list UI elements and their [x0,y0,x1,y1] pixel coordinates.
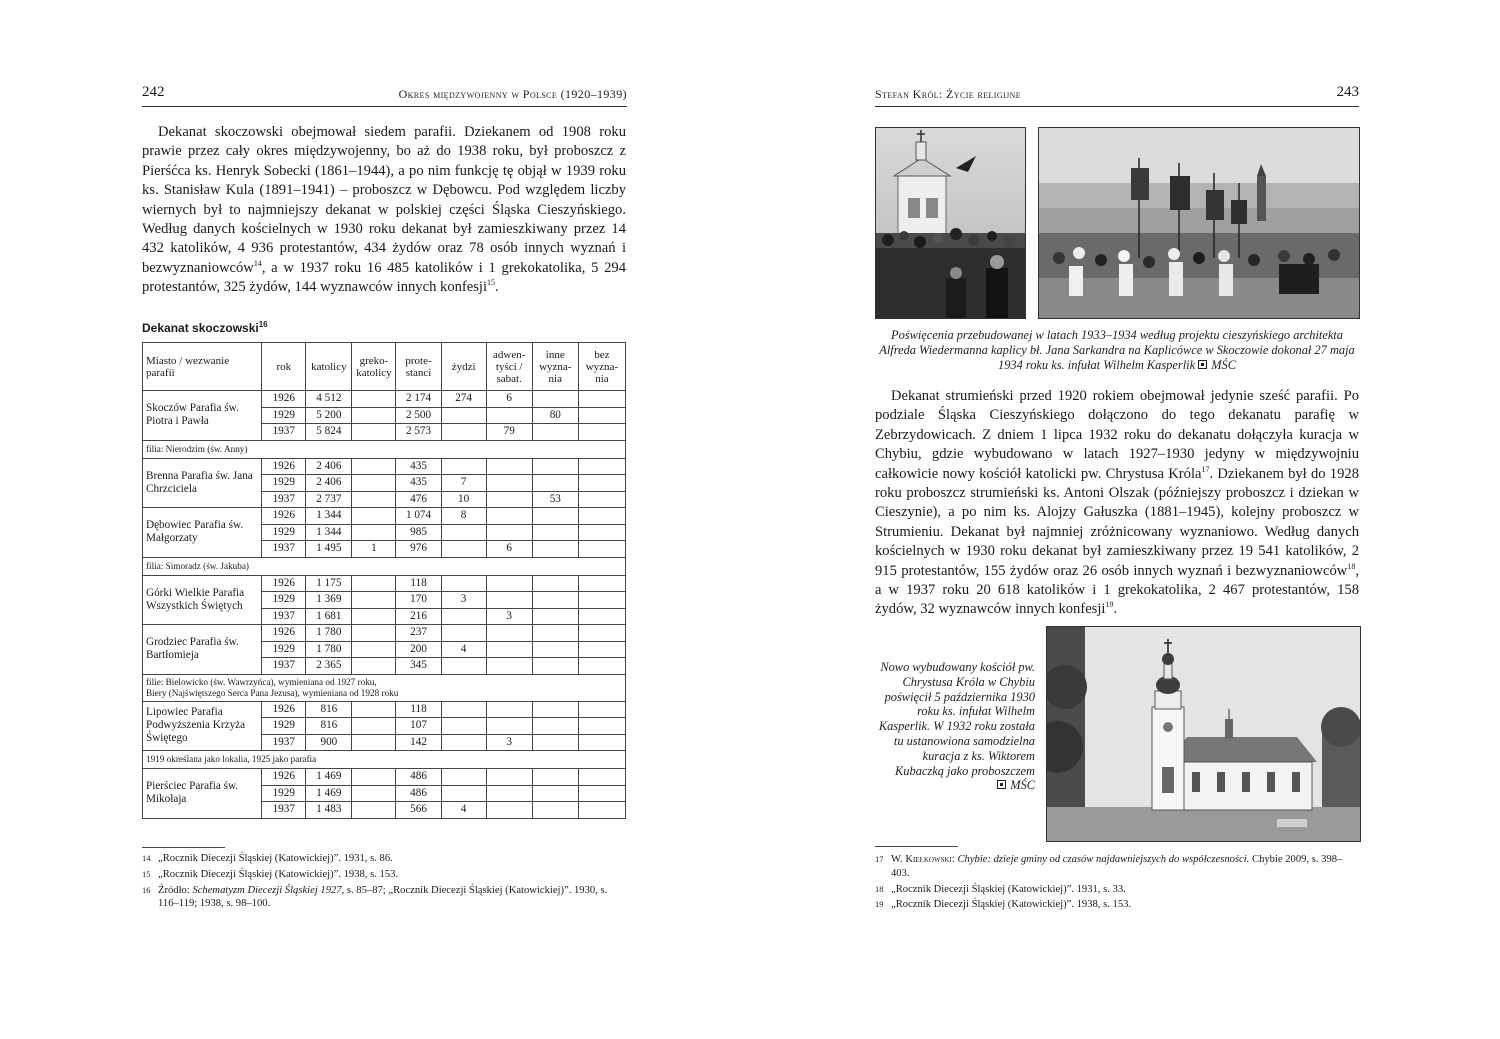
catholics-cell: 4 512 [306,391,352,408]
year-cell: 1926 [262,458,306,475]
no-faith-cell [578,718,625,735]
protestants-cell: 435 [396,475,441,492]
table-row [143,391,626,408]
catholics-cell: 1 495 [306,541,352,558]
catholics-cell: 816 [306,718,352,735]
catholics-cell: 1 469 [306,785,352,802]
no-faith-cell [578,625,625,642]
parish-name-cell: Skoczów Parafia św. Piotra i Pawła [143,391,262,441]
protestants-cell: 2 573 [396,424,441,441]
adventists-cell [486,575,532,592]
jews-cell [441,524,486,541]
protestants-cell: 237 [396,625,441,642]
year-cell: 1929 [262,641,306,658]
other-faiths-cell [532,541,578,558]
other-faiths-cell [532,785,578,802]
footnotes [875,853,1359,914]
protestants-cell: 345 [396,658,441,675]
protestants-cell: 985 [396,524,441,541]
adventists-cell [486,508,532,525]
greek-catholics-cell [352,424,396,441]
footnote-author: W. Kiełkowski: [891,854,955,865]
paragraph-text: . Dziekanem był do 1928 roku proboszcz strumieński ks. Antoni Olszak (późniejszy proboszcz i dziekan w Cieszynie), a po nim ks. Alojzy Gałuszka (1881–1945), kolejny proboszcz w Strumieniu. Dekanat był najmniej zróżnicowany wyznaniowo. Według danych kościelnych w 1930 roku dekanat był zamieszkiwany przez 19 541 katolików, 2 915 protestantów, 155 żydów oraz 26 osób innych wyznań i bezwyznaniowców [875,465,1359,579]
footnote-text: „Rocznik Diecezji Śląskiej (Katowickiej)”. 1938, s. 153. [158,868,399,880]
no-faith-cell [578,701,625,718]
footnote-text: Źródło: [158,884,193,896]
catholics-cell: 1 780 [306,625,352,642]
greek-catholics-cell [352,508,396,525]
column-header-no-faith: bez wyzna-nia [578,343,625,391]
year-cell: 1937 [262,608,306,625]
footnote [875,883,1359,897]
table-note-row [143,557,626,575]
column-header-greek-catholics: greko-katolicy [352,343,396,391]
year-cell: 1926 [262,391,306,408]
jews-cell: 4 [441,802,486,819]
chapel-consecration-photo [875,127,1026,319]
photo-credit: MŚC [1211,357,1236,372]
other-faiths-cell [532,734,578,751]
protestants-cell: 170 [396,592,441,609]
no-faith-cell [578,608,625,625]
column-header-place: Miasto / wezwanie parafii [143,343,262,391]
body-paragraph [875,387,1359,620]
other-faiths-cell [532,608,578,625]
column-header-adventists: adwen-tyści / sabat. [486,343,532,391]
year-cell: 1937 [262,734,306,751]
table-row [143,701,626,718]
greek-catholics-cell [352,701,396,718]
running-head: Stefan Król: Życie religijne [875,87,1022,101]
other-faiths-cell [532,658,578,675]
body-paragraph [142,123,626,298]
year-cell: 1929 [262,407,306,424]
catholics-cell: 1 469 [306,769,352,786]
column-header-other-faiths: inne wyzna-nia [532,343,578,391]
adventists-cell [486,475,532,492]
protestants-cell: 476 [396,491,441,508]
no-faith-cell [578,407,625,424]
year-cell: 1929 [262,785,306,802]
paragraph-text: . [495,279,499,296]
footnote [875,898,1359,912]
no-faith-cell [578,785,625,802]
footnote-text: Chybie 2009, s. 398–403. [891,854,1343,879]
year-cell: 1929 [262,475,306,492]
jews-cell: 274 [441,391,486,408]
footnote-ref[interactable]: 16 [258,320,268,329]
adventists-cell [486,407,532,424]
no-faith-cell [578,424,625,441]
protestants-cell: 566 [396,802,441,819]
jews-cell: 4 [441,641,486,658]
catholics-cell: 1 681 [306,608,352,625]
photo-caption [875,660,1035,793]
photo-credit: MŚC [1010,778,1035,793]
catholics-cell: 2 365 [306,658,352,675]
footnote-number: 16 [142,884,151,895]
footnote [142,852,627,866]
footnote-ref[interactable]: 14 [253,258,262,268]
adventists-cell [486,802,532,819]
footnote-text: „Rocznik Diecezji Śląskiej (Katowickiej)”. 1938, s. 153. [891,899,1132,911]
footnotes [142,852,627,913]
jews-cell [441,458,486,475]
adventists-cell [486,658,532,675]
church-chybie-image [1047,627,1360,841]
protestants-cell: 435 [396,458,441,475]
year-cell: 1926 [262,625,306,642]
paragraph-text: Dekanat strumieński przed 1920 rokiem obejmował jedynie sześć parafii. Po podziale Śląska Cieszyńskiego dołączono do tego dekanatu parafię w Zebrzydowicach. Z dniem 1 lipca 1932 roku do dekanatu dołączyła kuracja w Chybiu, gdzie wybudowano w latach 1927–1930 jedyny w międzywojniu całkowicie nowy kościół katolicki pw. Chrystusa Króla [875,388,1359,482]
table-body [143,391,626,819]
footnote-ref[interactable]: 17 [1201,464,1210,474]
greek-catholics-cell [352,769,396,786]
filia-note-line: Biery (Najświętszego Serca Pana Jezusa), wymieniana od 1928 roku [146,687,399,698]
filia-note: filia: Simoradz (św. Jakuba) [143,557,626,575]
filia-note: 1919 określana jako lokalia, 1925 jako parafia [143,751,626,769]
protestants-cell: 107 [396,718,441,735]
greek-catholics-cell [352,625,396,642]
footnote-number: 17 [875,854,884,864]
footnote-text: „Rocznik Diecezji Śląskiej (Katowickiej)”. 1931, s. 86. [158,853,393,864]
year-cell: 1937 [262,491,306,508]
jews-cell [441,785,486,802]
no-faith-cell [578,769,625,786]
jews-cell [441,608,486,625]
other-faiths-cell [532,424,578,441]
catholics-cell: 2 406 [306,458,352,475]
year-cell: 1929 [262,592,306,609]
footnote-text: , s. 85–87; „Rocznik Diecezji Śląskiej (Katowickiej)”. 1930, s. 116–119; 1938, s. 98–100. [158,884,608,910]
table-row [143,625,626,642]
greek-catholics-cell [352,524,396,541]
paragraph-text: , a w 1937 roku 20 618 katolików i 1 grekokatolika, 2 467 protestantów, 158 żydów, 32 wyznawców innych konfesji [875,562,1359,618]
jews-cell [441,541,486,558]
greek-catholics-cell: 1 [352,541,396,558]
column-header-protestants: prote-stanci [396,343,441,391]
no-faith-cell [578,734,625,751]
protestants-cell: 1 074 [396,508,441,525]
other-faiths-cell [532,625,578,642]
page-header [875,84,1359,107]
adventists-cell [486,701,532,718]
footnote-text: „Rocznik Diecezji Śląskiej (Katowickiej)”. 1931, s. 33. [891,883,1126,895]
adventists-cell [486,458,532,475]
adventists-cell: 6 [486,541,532,558]
column-header-jews: żydzi [441,343,486,391]
paragraph-text: . [1113,601,1118,618]
adventists-cell: 6 [486,391,532,408]
catholics-cell: 1 175 [306,575,352,592]
adventists-cell [486,625,532,642]
adventists-cell [486,769,532,786]
adventists-cell [486,491,532,508]
no-faith-cell [578,458,625,475]
footnote-number: 18 [875,883,884,894]
no-faith-cell [578,592,625,609]
page-number: 243 [1336,84,1359,100]
protestants-cell: 486 [396,769,441,786]
photo-caption [875,328,1359,372]
no-faith-cell [578,641,625,658]
footnote-divider [875,846,958,847]
table-row [143,575,626,592]
no-faith-cell [578,491,625,508]
protestants-cell: 142 [396,734,441,751]
greek-catholics-cell [352,658,396,675]
church-chybie-photo [1046,626,1361,842]
jews-cell [441,769,486,786]
other-faiths-cell [532,592,578,609]
protestants-cell: 118 [396,701,441,718]
jews-cell: 7 [441,475,486,492]
catholics-cell: 2 406 [306,475,352,492]
filia-note: filia: Nierodzim (św. Anny) [143,440,626,458]
protestants-cell: 486 [396,785,441,802]
catholics-cell: 816 [306,701,352,718]
table-note-row [143,751,626,769]
jews-cell [441,625,486,642]
table-note-row [143,674,626,701]
table-title-text: Dekanat skoczowski [142,321,259,335]
greek-catholics-cell [352,491,396,508]
year-cell: 1937 [262,658,306,675]
catholics-cell: 1 344 [306,508,352,525]
year-cell: 1937 [262,802,306,819]
protestants-cell: 118 [396,575,441,592]
footnote [875,853,1359,881]
other-faiths-cell [532,508,578,525]
jews-cell [441,658,486,675]
year-cell: 1926 [262,701,306,718]
greek-catholics-cell [352,391,396,408]
year-cell: 1937 [262,424,306,441]
year-cell: 1926 [262,769,306,786]
parish-name-cell: Brenna Parafia św. Jana Chrzciciela [143,458,262,508]
no-faith-cell [578,524,625,541]
other-faiths-cell [532,701,578,718]
museum-credit-icon [1198,360,1207,369]
table-row [143,769,626,786]
greek-catholics-cell [352,608,396,625]
parish-name-cell: Górki Wielkie Parafia Wszystkich Świętych [143,575,262,625]
greek-catholics-cell [352,641,396,658]
museum-credit-icon [997,780,1006,789]
no-faith-cell [578,541,625,558]
footnote-ref[interactable]: 15 [487,278,496,288]
catholics-cell: 1 780 [306,641,352,658]
adventists-cell: 3 [486,734,532,751]
greek-catholics-cell [352,592,396,609]
catholics-cell: 5 824 [306,424,352,441]
caption-text: Nowo wybudowany kościół pw. Chrystusa Króla w Chybiu poświęcił 5 października 1930 roku ks. infułat Wilhelm Kasperlik. W 1932 roku została tu ustanowiona samodzielna kuracja z ks. Wiktorem Kubaczką jako proboszczem [878,660,1035,778]
jews-cell [441,407,486,424]
running-head: Okres międzywojenny w Polsce (1920–1939) [398,87,627,101]
chapel-consecration-image [876,128,1025,318]
no-faith-cell [578,475,625,492]
parish-statistics-table [142,342,626,819]
protestants-cell: 200 [396,641,441,658]
protestants-cell: 2 500 [396,407,441,424]
catholics-cell: 2 737 [306,491,352,508]
column-header-year: rok [262,343,306,391]
adventists-cell [486,718,532,735]
paragraph-text: , a w 1937 roku 16 485 katolików i 1 grekokatolika, 5 294 protestantów, 325 żydów, 144 wyznawców innych konfesji [142,259,626,296]
jews-cell [441,718,486,735]
other-faiths-cell: 53 [532,491,578,508]
greek-catholics-cell [352,718,396,735]
footnote-ref[interactable]: 19 [1105,600,1114,610]
footnote [142,884,627,912]
greek-catholics-cell [352,575,396,592]
greek-catholics-cell [352,785,396,802]
other-faiths-cell [532,769,578,786]
table-title [142,321,268,335]
adventists-cell: 79 [486,424,532,441]
no-faith-cell [578,575,625,592]
greek-catholics-cell [352,458,396,475]
filia-note-line: filie: Bielowicko (św. Wawrzyńca), wymieniana od 1927 roku, [146,676,377,687]
other-faiths-cell [532,575,578,592]
procession-image [1039,128,1359,318]
adventists-cell: 3 [486,608,532,625]
table-header-row [143,343,626,391]
other-faiths-cell [532,524,578,541]
greek-catholics-cell [352,475,396,492]
table-row [143,458,626,475]
catholics-cell: 1 344 [306,524,352,541]
table-row [143,508,626,525]
year-cell: 1929 [262,524,306,541]
jews-cell [441,701,486,718]
footnote-source-title: Schematyzm Diecezji Śląskiej 1927 [192,884,342,896]
no-faith-cell [578,508,625,525]
no-faith-cell [578,391,625,408]
procession-photo [1038,127,1360,319]
jews-cell [441,575,486,592]
other-faiths-cell [532,458,578,475]
adventists-cell [486,641,532,658]
parish-name-cell: Grodziec Parafia św. Bartłomieja [143,625,262,675]
footnote-number: 15 [142,868,151,879]
year-cell: 1929 [262,718,306,735]
other-faiths-cell [532,475,578,492]
column-header-catholics: katolicy [306,343,352,391]
adventists-cell [486,592,532,609]
greek-catholics-cell [352,734,396,751]
jews-cell [441,734,486,751]
other-faiths-cell: 80 [532,407,578,424]
table-note-row [143,440,626,458]
protestants-cell: 976 [396,541,441,558]
filia-note [143,674,626,701]
jews-cell [441,424,486,441]
parish-name-cell: Pierściec Parafia św. Mikołaja [143,769,262,819]
footnote-number: 14 [142,853,151,863]
page-number: 242 [142,84,165,100]
no-faith-cell [578,658,625,675]
year-cell: 1926 [262,508,306,525]
other-faiths-cell [532,718,578,735]
protestants-cell: 216 [396,608,441,625]
catholics-cell: 1 483 [306,802,352,819]
adventists-cell [486,524,532,541]
jews-cell: 3 [441,592,486,609]
footnote-divider [142,847,225,848]
paragraph-text: Dekanat skoczowski obejmował siedem parafii. Dziekanem od 1908 roku prawie przez cały okres międzywojenny, bo aż do 1938 roku, był proboszcz z Pierśćca ks. Henryk Sobecki (1861–1944), a po nim funkcję tę objął w 1939 roku ks. Stanisław Kula (1891–1941) – proboszcz w Dębowcu. Pod względem liczby wiernych był to najmniejszy dekanat w polskiej części Śląska Cieszyńskiego. Według danych kościelnych w 1930 roku dekanat był zamieszkiwany przez 14 432 katolików, 4 936 protestantów, 434 żydów oraz 78 osób innych wyznań i bezwyznaniowców [142,124,626,276]
no-faith-cell [578,802,625,819]
catholics-cell: 900 [306,734,352,751]
right-page [750,0,1500,1039]
footnote [142,868,627,882]
footnote-source-title: Chybie: dzieje gminy od czasów najdawniejszych do współczesności. [957,854,1250,865]
other-faiths-cell [532,802,578,819]
caption-text: Poświęcenia przebudowanej w latach 1933–1934 według projektu cieszyńskiego architekta Alfreda Wiedermanna kaplicy bł. Jana Sarkandra na Kaplicówce w Skoczowie dokonał 27 maja 1934 roku ks. infułat Wilhelm Kasperlik [879,328,1355,372]
page-header [142,84,627,107]
jews-cell: 10 [441,491,486,508]
catholics-cell: 1 369 [306,592,352,609]
greek-catholics-cell [352,802,396,819]
adventists-cell [486,785,532,802]
greek-catholics-cell [352,407,396,424]
other-faiths-cell [532,641,578,658]
parish-name-cell: Lipowiec Parafia Podwyższenia Krzyża Świętego [143,701,262,751]
year-cell: 1937 [262,541,306,558]
jews-cell: 8 [441,508,486,525]
protestants-cell: 2 174 [396,391,441,408]
footnote-ref[interactable]: 18 [1347,561,1356,571]
catholics-cell: 5 200 [306,407,352,424]
other-faiths-cell [532,391,578,408]
footnote-number: 19 [875,899,884,910]
year-cell: 1926 [262,575,306,592]
parish-name-cell: Dębowiec Parafia św. Małgorzaty [143,508,262,558]
